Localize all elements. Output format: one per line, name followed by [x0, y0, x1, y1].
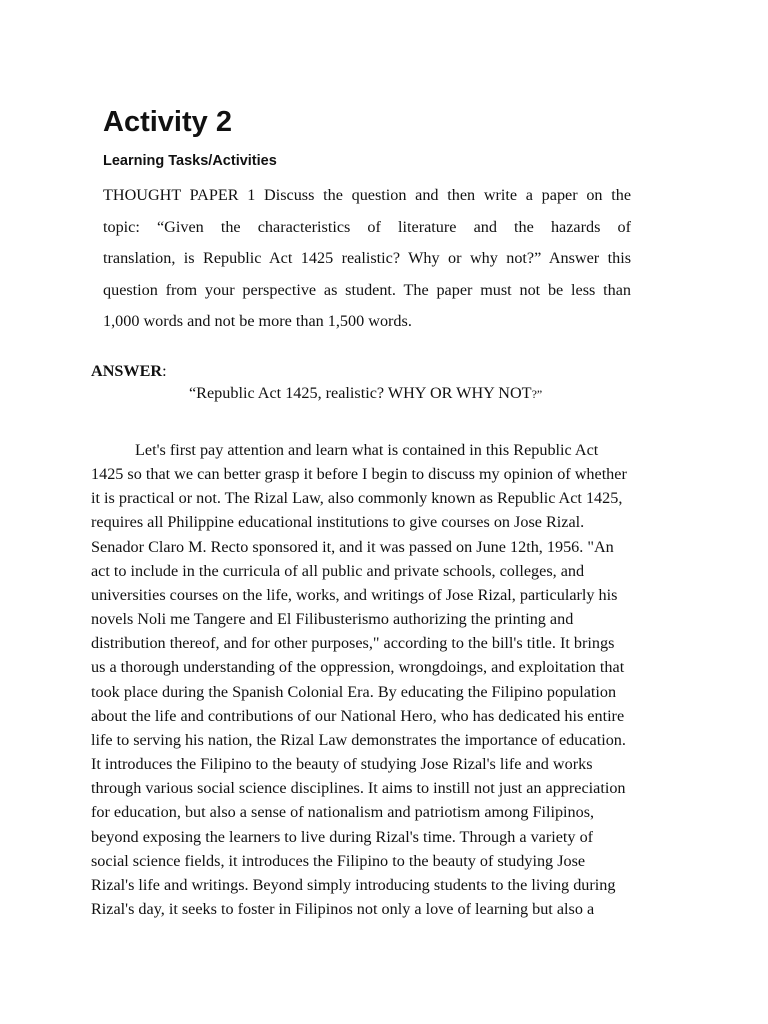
prompt-line: question from your perspective as student. The paper must not be less than — [103, 280, 631, 299]
body-line: 1425 so that we can better grasp it before I begin to discuss my opinion of whether — [91, 465, 627, 484]
body-line: for education, but also a sense of nationalism and patriotism among Filipinos, — [91, 803, 595, 822]
answer-label-text: ANSWER — [91, 362, 163, 380]
assignment-prompt — [103, 180, 631, 338]
body-line: took place during the Spanish Colonial Era. By educating the Filipino population — [91, 682, 617, 701]
body-line: Senador Claro M. Recto sponsored it, and it was passed on June 12th, 1956. "An — [91, 537, 614, 556]
body-line: us a thorough understanding of the oppression, wrongdoings, and exploitation that — [91, 658, 625, 677]
answer-body — [91, 438, 681, 921]
prompt-line: 1,000 words and not be more than 1,500 words. — [103, 312, 412, 330]
answer-title-text: “Republic Act 1425, realistic? WHY OR WHY NOT — [189, 384, 532, 402]
body-line: distribution thereof, and for other purposes," according to the bill's title. It brings — [91, 634, 615, 653]
body-line: act to include in the curricula of all public and private schools, colleges, and — [91, 561, 585, 580]
body-line: through various social science disciplines. It aims to instill not just an appreciation — [91, 779, 626, 798]
body-line: about the life and contributions of our National Hero, who has dedicated his entire — [91, 706, 625, 725]
answer-label — [91, 361, 167, 381]
answer-label-colon: : — [162, 362, 167, 380]
body-line: Rizal's life and writings. Beyond simply introducing students to the living during — [91, 875, 616, 894]
body-line: social science fields, it introduces the Filipino to the beauty of studying Jose — [91, 851, 586, 870]
body-line: novels Noli me Tangere and El Filibusterismo authorizing the printing and — [91, 610, 574, 629]
body-line: Let's first pay attention and learn what is contained in this Republic Act — [135, 441, 599, 459]
body-line: beyond exposing the learners to live during Rizal's time. Through a variety of — [91, 827, 594, 846]
answer-title-end: ?” — [531, 387, 543, 401]
body-line: life to serving his nation, the Rizal Law demonstrates the importance of education. — [91, 730, 626, 749]
body-line: it is practical or not. The Rizal Law, also commonly known as Republic Act 1425, — [91, 489, 623, 508]
body-line: requires all Philippine educational institutions to give courses on Jose Rizal. — [91, 513, 585, 532]
body-line: Rizal's day, it seeks to foster in Filipinos not only a love of learning but also a — [91, 899, 595, 918]
section-subtitle: Learning Tasks/Activities — [103, 153, 277, 169]
page-title: Activity 2 — [103, 106, 232, 138]
body-line: universities courses on the life, works, and writings of Jose Rizal, particularly his — [91, 585, 618, 604]
body-line: It introduces the Filipino to the beauty of studying Jose Rizal's life and works — [91, 755, 593, 774]
prompt-line: topic: “Given the characteristics of literature and the hazards of — [103, 217, 631, 236]
answer-title — [189, 383, 542, 404]
prompt-line: translation, is Republic Act 1425 realistic? Why or why not?” Answer this — [103, 249, 631, 267]
prompt-line: THOUGHT PAPER 1 Discuss the question and then write a paper on the — [103, 186, 631, 204]
